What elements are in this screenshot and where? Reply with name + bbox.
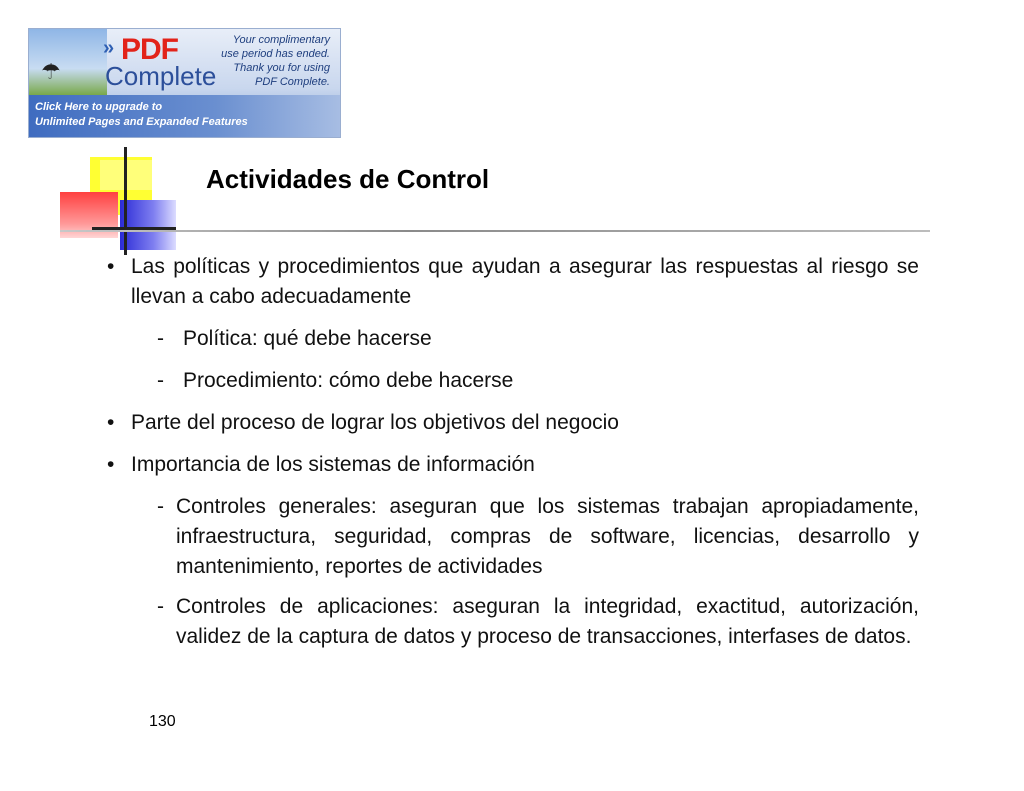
sub-bullet-text: Política: qué debe hacerse [183, 327, 432, 350]
banner-message-line: use period has ended. [221, 48, 330, 60]
sub-bullet-item [107, 592, 919, 652]
upgrade-link[interactable] [29, 95, 340, 137]
bullet-text: Las políticas y procedimientos que ayudan a asegurar las respuestas al riesgo se llevan a cabo adecuadamente [131, 255, 919, 308]
sub-bullet-text: Controles generales: aseguran que los sistemas trabajan apropiadamente, infraestructura, seguridad, compras de software, licencias, desarrollo y mantenimiento, reportes de actividades [176, 495, 919, 578]
sub-bullet-item [107, 492, 919, 582]
pdf-complete-upgrade-banner[interactable] [28, 28, 341, 138]
bullet-text: Importancia de los sistemas de información [131, 453, 535, 476]
bullet-icon: • [107, 255, 115, 278]
banner-message-line: Your complimentary [232, 34, 330, 46]
chevron-logo-icon: » [103, 37, 115, 59]
decor-vertical-line [124, 147, 127, 255]
bullet-text: Parte del proceso de lograr los objetivos del negocio [131, 411, 619, 434]
banner-message-line: Thank you for using [233, 62, 330, 74]
dash-icon: - [157, 369, 164, 392]
slide-title: Actividades de Control [206, 164, 490, 194]
banner-message-line: PDF Complete. [255, 76, 330, 88]
bullet-icon: • [107, 453, 115, 476]
sub-bullet-item [107, 324, 919, 354]
brand-pdf-text: PDF [121, 33, 178, 66]
bullet-item [107, 450, 919, 480]
umbrella-person-icon: ☂ [41, 59, 61, 84]
bullet-icon: • [107, 411, 115, 434]
sub-bullet-text: Controles de aplicaciones: aseguran la integridad, exactitud, autorización, validez de la captura de datos y proceso de transacciones, interfases de datos. [176, 595, 919, 648]
title-divider [60, 230, 930, 232]
decor-blue-square [120, 200, 176, 250]
sub-bullet-item [107, 366, 919, 396]
bullet-item [107, 408, 919, 438]
dash-icon: - [157, 495, 164, 518]
bullet-item [107, 252, 919, 312]
upgrade-line[interactable]: Click Here to upgrade to [35, 101, 163, 113]
upgrade-line[interactable]: Unlimited Pages and Expanded Features [35, 116, 248, 128]
dash-icon: - [157, 595, 164, 618]
brand-complete-text: Complete [105, 61, 217, 91]
dash-icon: - [157, 327, 164, 350]
slide-content [107, 252, 919, 662]
sub-bullet-text: Procedimiento: cómo debe hacerse [183, 369, 514, 392]
banner-message [190, 33, 330, 89]
page-number: 130 [149, 713, 176, 730]
